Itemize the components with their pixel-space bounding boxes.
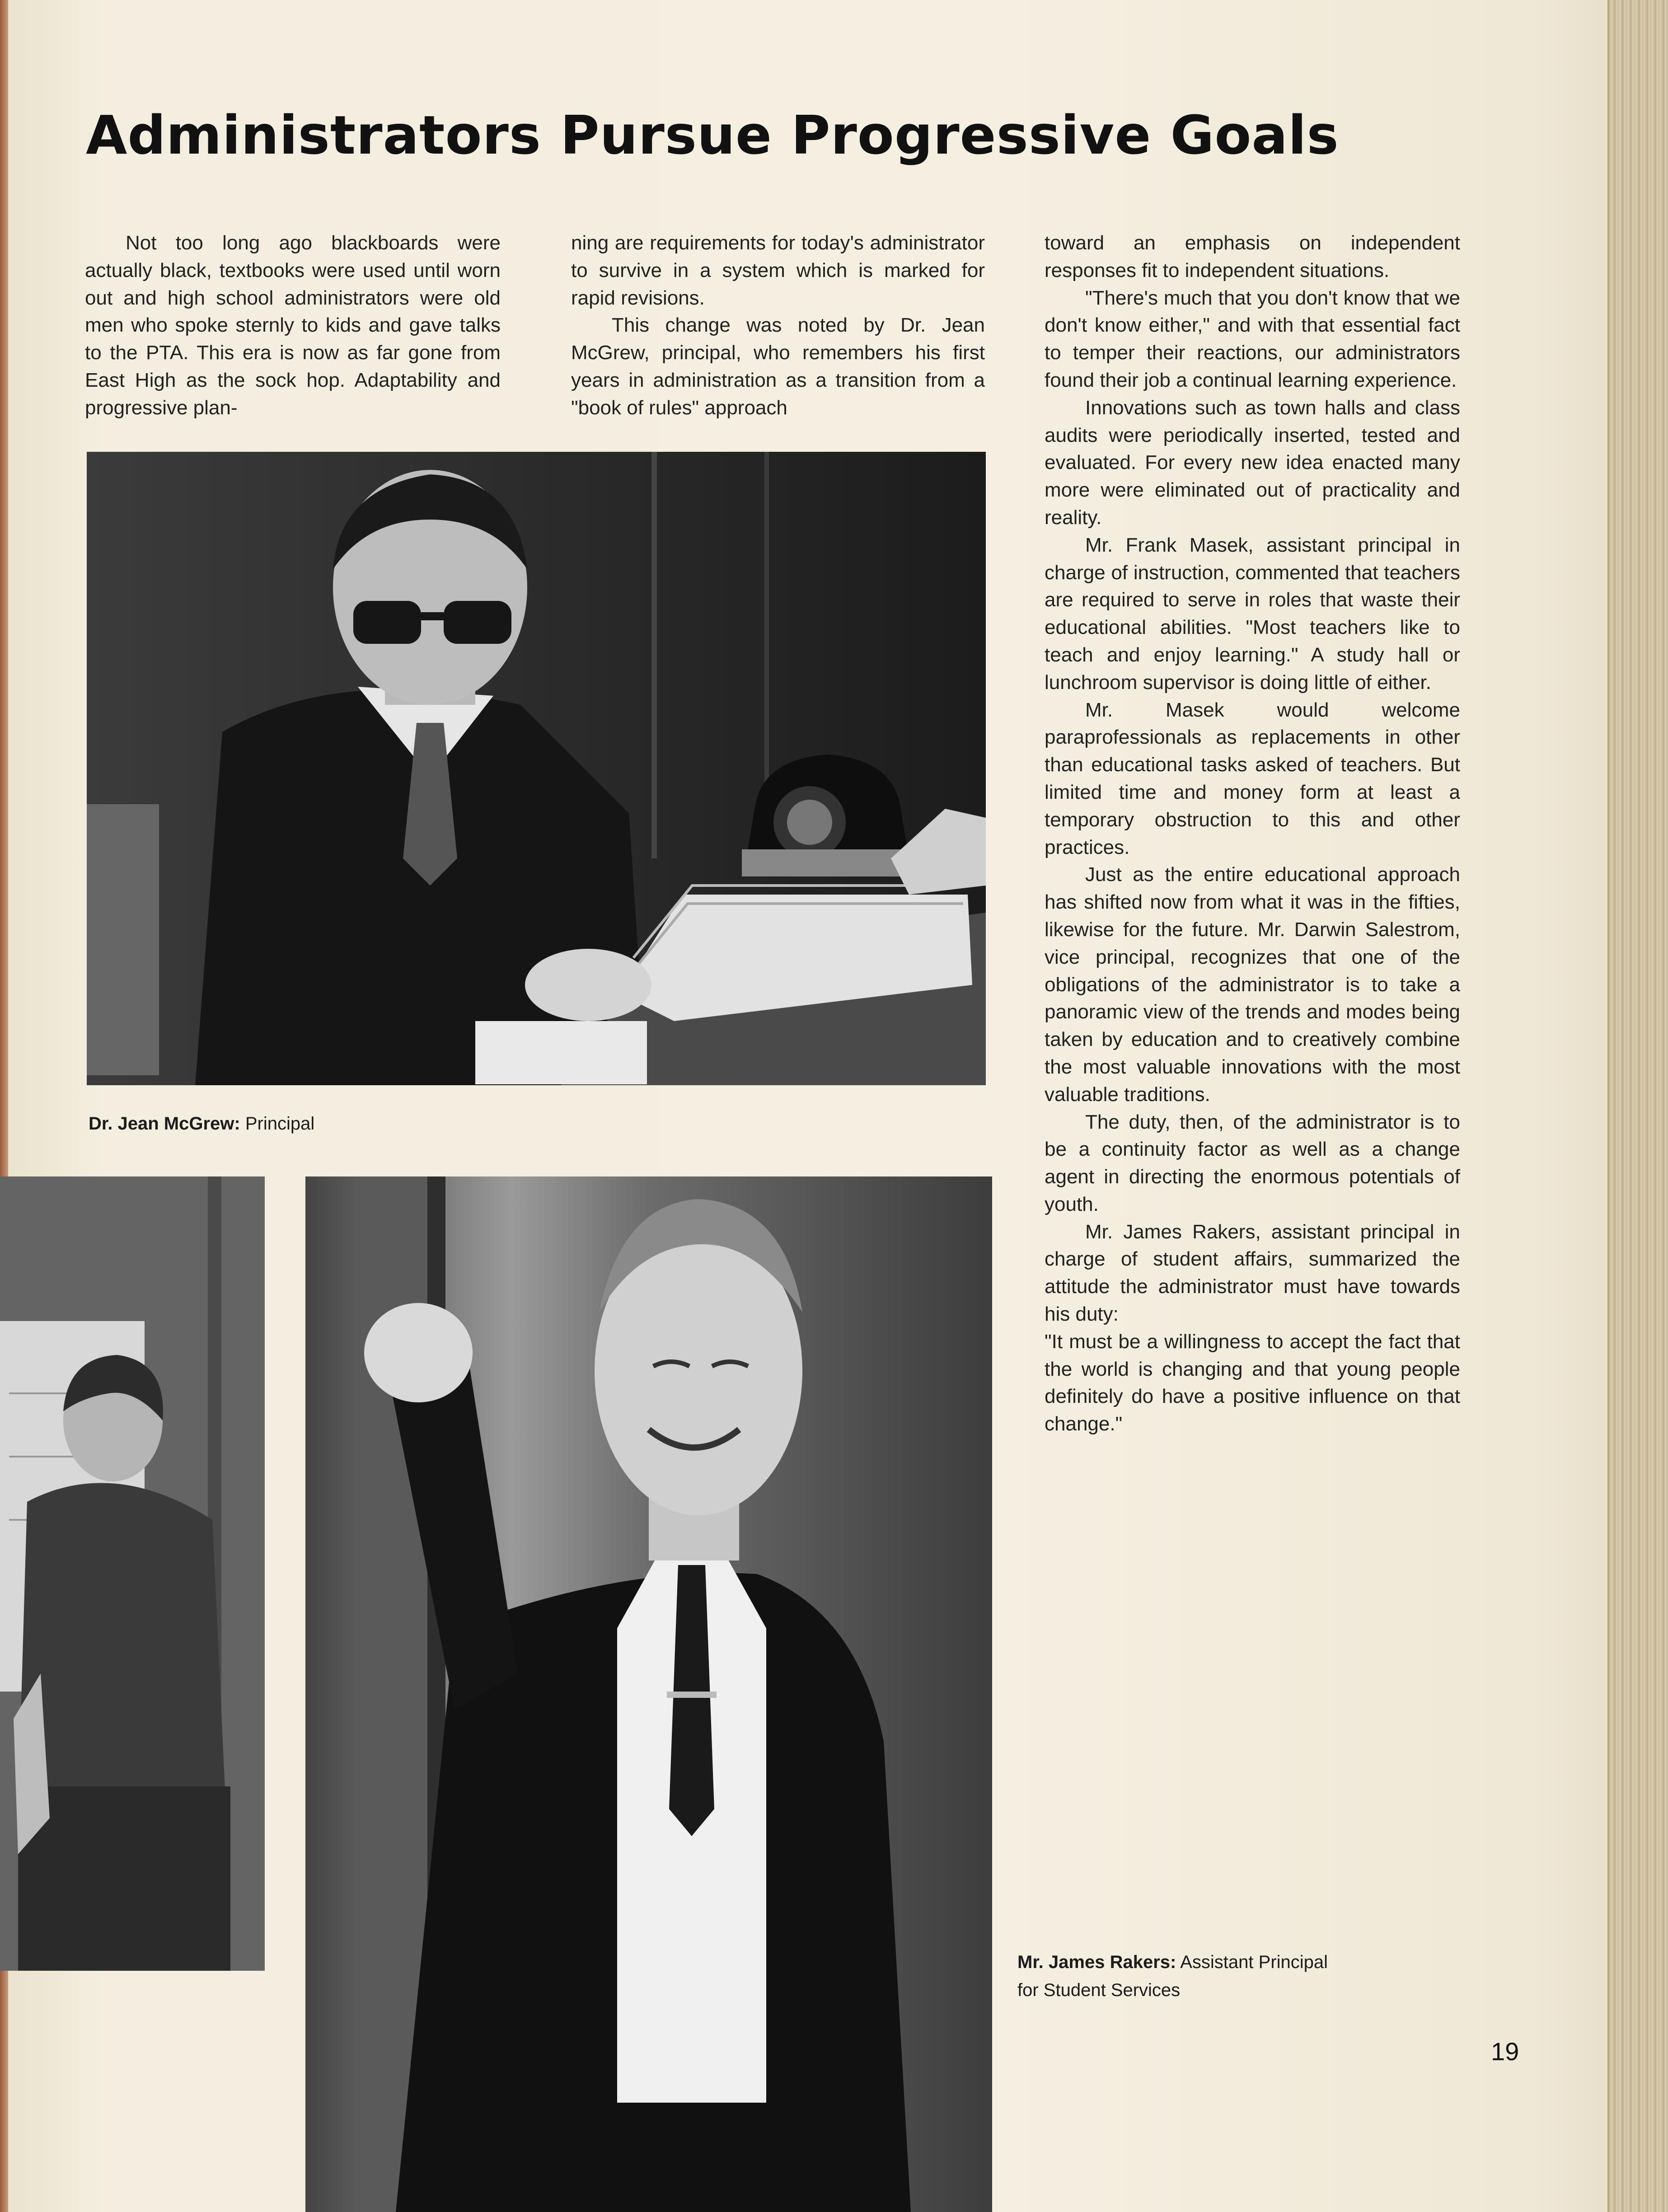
col3-paragraph-5: Mr. Masek would welcome paraprofessionals as replacements in other than educational tasks asked of teachers. But limited time and money form at least a temporary obstruction to this and other practices. <box>1045 698 1460 858</box>
caption-rakers-role-line1: Assistant Principal <box>1180 1952 1328 1972</box>
photo-woman-at-board <box>0 1176 265 1971</box>
col3-paragraph-8: Mr. James Rakers, assistant principal in charge of student affairs, summarized the attitude the administrator must have towards his duty: <box>1045 1220 1460 1326</box>
col3-paragraph-3: Innovations such as town halls and class audits were periodically inserted, tested and evaluated. For every new idea enacted many more were eliminated out of practicality and reality. <box>1045 396 1460 529</box>
text-column-1 <box>85 230 501 422</box>
col3-paragraph-2: "There's much that you don't know that we don't know either," and with that essential fact to temper their reactions, our administrators found their job a continual learning experience. <box>1045 286 1460 391</box>
headline: Administrators Pursue Progressive Goals <box>86 104 1339 166</box>
col3-paragraph-1: toward an emphasis on independent responses fit to independent situations. <box>1045 232 1460 281</box>
page-number: 19 <box>1491 2037 1519 2066</box>
col2-paragraph-1: ning are requirements for today's administrator to survive in a system which is marked for rapid revisions. <box>571 232 985 309</box>
caption-rakers <box>1017 1948 1424 2004</box>
caption-mcgrew-name: Dr. Jean McGrew: <box>89 1114 240 1134</box>
caption-mcgrew <box>89 1110 631 1138</box>
col3-paragraph-6: Just as the entire educational approach has shifted now from what it was in the fifties, likewise for the future. Mr. Darwin Salestrom, vice principal, recognizes that one of the obligations of the administrator is to take a panoramic view of the trends and modes being taken by education and to creatively combine the most valuable innovations with the most valuable traditions. <box>1045 863 1460 1106</box>
col1-paragraph-1: Not too long ago blackboards were actually black, textbooks were used until worn out and high school administrators were old men who spoke sternly to kids and gave talks to the PTA. This era is now as far gone from East High as the sock hop. Adaptability and progressive plan- <box>85 232 501 419</box>
text-column-3 <box>1045 230 1460 1438</box>
caption-rakers-name: Mr. James Rakers: <box>1017 1952 1176 1972</box>
caption-mcgrew-role: Principal <box>245 1114 315 1134</box>
caption-rakers-role-line2: for Student Services <box>1017 1980 1181 2000</box>
book-binding-edge <box>1607 0 1668 2212</box>
photo-mcgrew-at-desk <box>87 452 986 1085</box>
col3-paragraph-4: Mr. Frank Masek, assistant principal in charge of instruction, commented that teachers are required to serve in roles that waste their educational abilities. "Most teachers like to teach and enjoy learning." A study hall or lunchroom supervisor is doing little of either. <box>1045 534 1460 694</box>
col3-paragraph-7: The duty, then, of the administrator is to be a continuity factor as well as a change agent in directing the enormous potentials of youth. <box>1045 1111 1460 1215</box>
photo-rakers-leaning <box>305 1176 992 2212</box>
col2-paragraph-2: This change was noted by Dr. Jean McGrew, principal, who remembers his first years in administration as a transition from a "book of rules" approach <box>571 314 985 419</box>
col3-paragraph-9: "It must be a willingness to accept the fact that the world is changing and that young people definitely do have a positive influence on that change." <box>1045 1330 1460 1435</box>
text-column-2 <box>571 230 985 422</box>
